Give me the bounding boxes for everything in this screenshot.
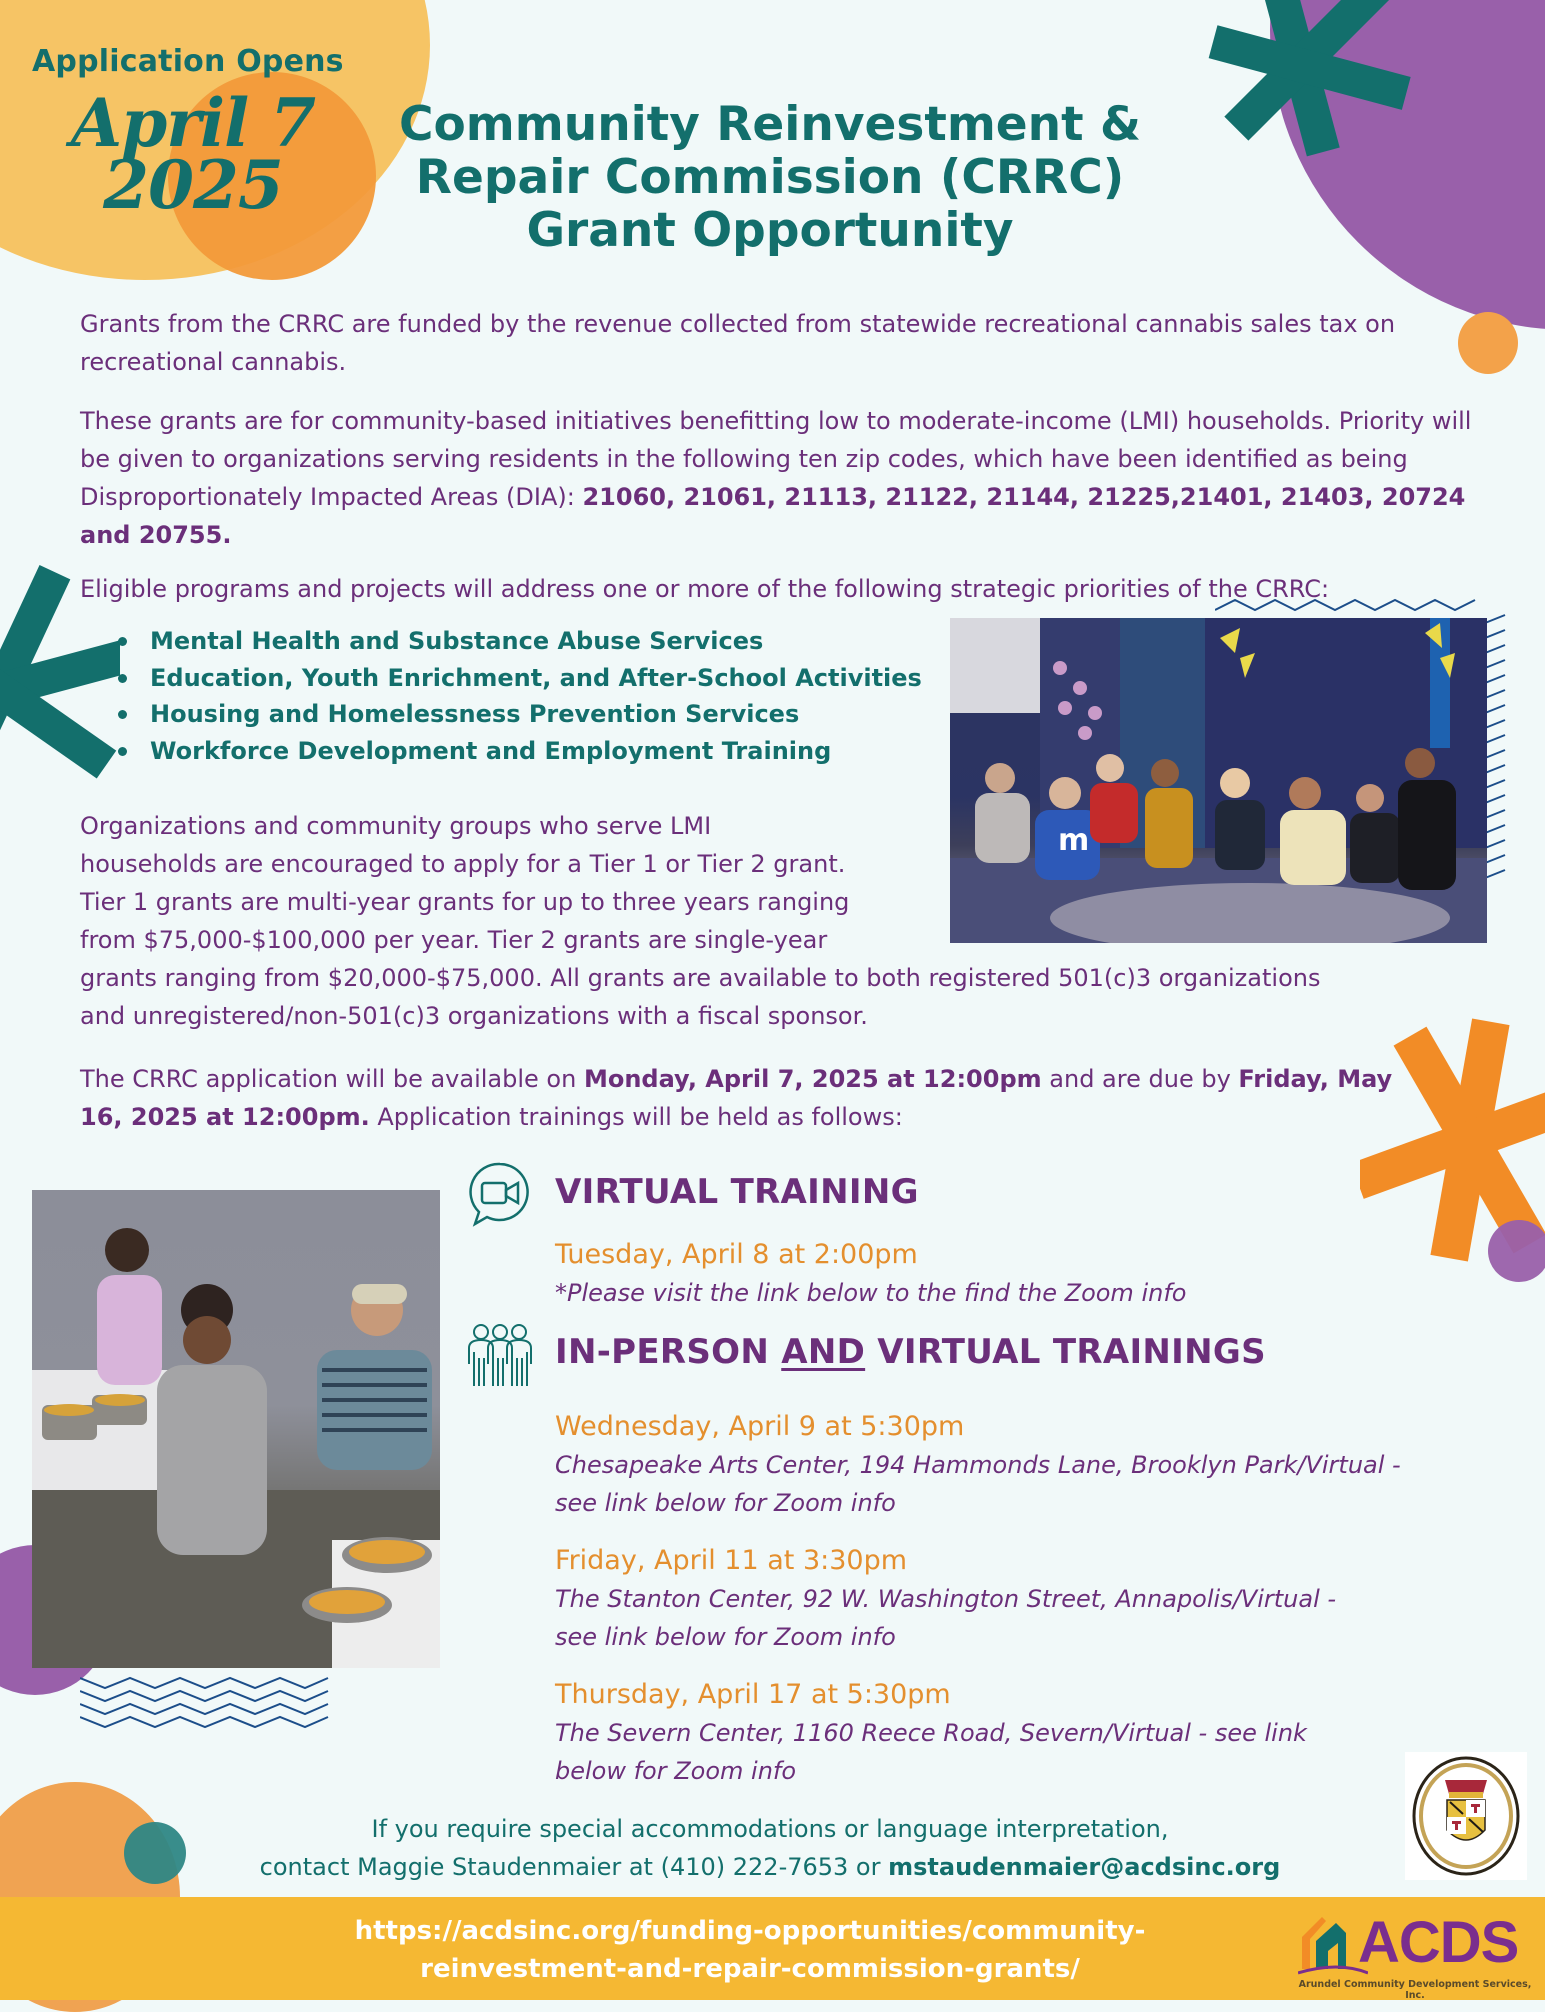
priorities-lead-text: Eligible programs and projects will address one or more of the following strategic priorities of the CRRC: — [80, 575, 1330, 603]
session-location-cont: below for Zoom info — [555, 1757, 797, 1785]
cooking-photo-illustration — [32, 1190, 440, 1668]
video-chat-icon — [465, 1160, 535, 1230]
contact-info — [180, 1810, 1360, 1886]
session-date: Wednesday, April 9 at 5:30pm — [555, 1411, 965, 1442]
funding-source-paragraph: Grants from the CRRC are funded by the revenue collected from statewide recreational cannabis sales tax on recreational cannabis. — [80, 310, 1396, 376]
zip-codes-list: 21060, 21061, 21113, 21122, 21144, 21225,21401, 21403, 20724 and 20755. — [80, 483, 1466, 549]
virtual-training-session — [555, 1236, 1455, 1312]
acds-logo — [1290, 1907, 1540, 2001]
tiers-paragraph: Organizations and community groups who serve LMI households are encouraged to apply for a Tier 1 or Tier 2 grant. Tier 1 grants are multi-year grants for up to three years ranging from $75,000-$100,000 per year. Tier 2 grants are single-year grants ranging from $20,000-$75,000. All grants are available to both registered 501(c)3 organizations and unregistered/non-501(c)3 organizations with a fiscal sponsor. — [80, 812, 1321, 1030]
priority-item: Mental Health and Substance Abuse Services — [112, 623, 962, 660]
application-due-date: Friday, May 16, 2025 at 12:00pm. — [80, 1065, 1393, 1131]
eligibility-text: These grants are for community-based initiatives benefitting low to moderate-income (LMI) households. Priority will be given to organizations serving residents in the following ten zip codes, which have been identified as being Disproportionately Impacted Areas (DIA): — [80, 407, 1472, 511]
priority-item: Education, Youth Enrichment, and After-School Activities — [112, 660, 962, 697]
priority-item: Housing and Homelessness Prevention Services — [112, 696, 962, 733]
acds-logo-subtitle: Arundel Community Development Services, Inc. — [1298, 1979, 1532, 2001]
cooking-photo — [32, 1190, 440, 1668]
contact-line-1: If you require special accommodations or language interpretation, — [371, 1815, 1169, 1843]
application-opens-label: Application Opens — [32, 44, 344, 79]
bullet-icon — [118, 637, 127, 646]
training-session-1 — [555, 1408, 1485, 1522]
session-location-cont: see link below for Zoom info — [555, 1623, 896, 1651]
session-date: Thursday, April 17 at 5:30pm — [555, 1679, 951, 1710]
session-location-cont: see link below for Zoom info — [555, 1489, 896, 1517]
small-purple-circle-decoration — [1488, 1220, 1545, 1282]
session-date: Friday, April 11 at 3:30pm — [555, 1545, 908, 1576]
acds-logo-text: ACDS — [1358, 1910, 1519, 1975]
priorities-list — [112, 623, 962, 769]
title-line-3: Grant Opportunity — [526, 203, 1014, 258]
contact-line-2: contact Maggie Staudenmaier at (410) 222-7653 or mstaudenmaier@acdsinc.org — [259, 1853, 1281, 1881]
title-line-1: Community Reinvestment & — [399, 97, 1141, 152]
virtual-training-note: *Please visit the link below to the find the Zoom info — [555, 1279, 1187, 1307]
open-date-month-day: April 7 — [70, 84, 316, 162]
page-title — [360, 98, 1180, 257]
county-seal-logo — [1405, 1752, 1527, 1880]
priority-item: Workforce Development and Employment Training — [112, 733, 962, 770]
open-date-year: 2025 — [103, 146, 283, 224]
eligibility-paragraph — [80, 402, 1480, 554]
contact-email-link[interactable]: mstaudenmaier@acdsinc.org — [888, 1853, 1281, 1881]
bullet-icon — [118, 747, 127, 756]
bullet-icon — [118, 710, 127, 719]
training-session-3 — [555, 1676, 1485, 1790]
session-location: Chesapeake Arts Center, 194 Hammonds Lane, Brooklyn Park/Virtual - — [555, 1451, 1401, 1479]
teal-asterisk-decoration — [1190, 0, 1440, 220]
group-people-icon — [465, 1322, 535, 1390]
teal-dot-decoration — [124, 1822, 186, 1884]
virtual-training-heading: VIRTUAL TRAINING — [555, 1172, 919, 1212]
county-seal-icon — [1405, 1752, 1527, 1880]
zigzag-lower-decoration — [80, 1668, 330, 1730]
open-date-display — [48, 84, 338, 224]
session-location: The Stanton Center, 92 W. Washington Street, Annapolis/Virtual - — [555, 1585, 1337, 1613]
virtual-training-date: Tuesday, April 8 at 2:00pm — [555, 1239, 918, 1270]
in-person-training-heading: IN-PERSON AND VIRTUAL TRAININGS — [555, 1332, 1266, 1372]
application-open-date: Monday, April 7, 2025 at 12:00pm — [583, 1065, 1042, 1093]
grant-info-link[interactable]: https://acdsinc.org/funding-opportunities/community- reinvestment-and-repair-commission-grants/ — [354, 1916, 1146, 1984]
training-session-2 — [555, 1542, 1485, 1656]
application-dates-paragraph: The CRRC application will be available on Monday, April 7, 2025 at 12:00pm and are due by Friday, May 16, 2025 at 12:00pm. Application trainings will be held as follows: — [80, 1065, 1393, 1131]
session-location: The Severn Center, 1160 Reece Road, Severn/Virtual - see link — [555, 1719, 1307, 1747]
svg-text:m: m — [1058, 823, 1090, 858]
bullet-icon — [118, 674, 127, 683]
title-line-2: Repair Commission (CRRC) — [415, 150, 1125, 205]
